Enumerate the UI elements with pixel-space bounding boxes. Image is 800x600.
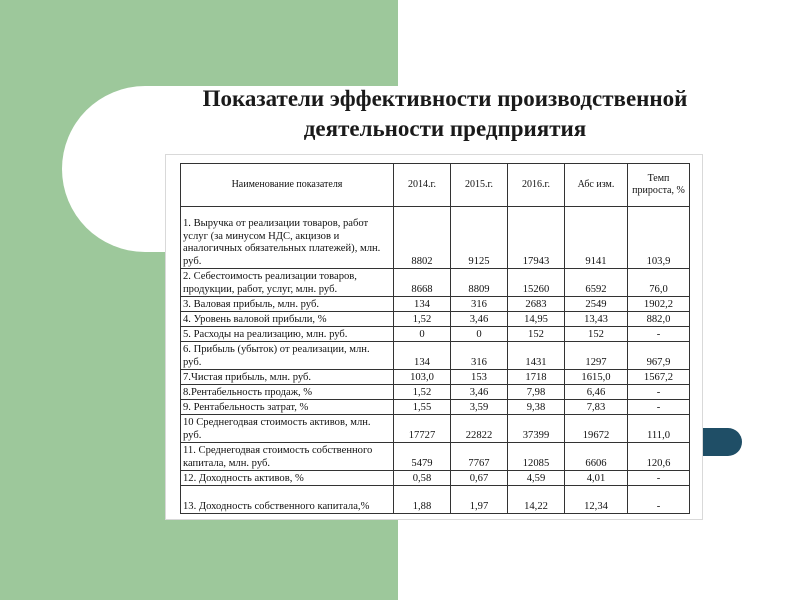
table-row: [181, 385, 690, 400]
value-cell: 8668: [394, 269, 451, 297]
value-cell: 882,0: [628, 312, 690, 327]
header-cell: 2016.г.: [508, 164, 565, 207]
value-cell: 1,88: [394, 486, 451, 514]
header-cell: 2015.г.: [451, 164, 508, 207]
value-cell: 12,34: [565, 486, 628, 514]
value-cell: 7,83: [565, 400, 628, 415]
value-cell: 0: [394, 327, 451, 342]
table-row: [181, 443, 690, 471]
table-row: [181, 486, 690, 514]
indicator-name-cell: 3. Валовая прибыль, млн. руб.: [181, 297, 394, 312]
header-cell: Наименование показателя: [181, 164, 394, 207]
header-cell: Абс изм.: [565, 164, 628, 207]
indicator-name-cell: 4. Уровень валовой прибыли, %: [181, 312, 394, 327]
indicator-name-cell: 11. Среднегодвая стоимость собственного капитала, млн. руб.: [181, 443, 394, 471]
header-cell: Темп прироста, %: [628, 164, 690, 207]
value-cell: 5479: [394, 443, 451, 471]
table-row: [181, 269, 690, 297]
value-cell: 4,01: [565, 471, 628, 486]
value-cell: 7767: [451, 443, 508, 471]
indicator-name-cell: 7.Чистая прибыль, млн. руб.: [181, 370, 394, 385]
value-cell: 14,95: [508, 312, 565, 327]
value-cell: -: [628, 327, 690, 342]
value-cell: 13,43: [565, 312, 628, 327]
value-cell: 8802: [394, 207, 451, 269]
value-cell: 3,59: [451, 400, 508, 415]
value-cell: 1902,2: [628, 297, 690, 312]
table-image-frame: [166, 155, 702, 519]
value-cell: 967,9: [628, 342, 690, 370]
value-cell: 76,0: [628, 269, 690, 297]
value-cell: 17727: [394, 415, 451, 443]
value-cell: 0,58: [394, 471, 451, 486]
table-row: [181, 297, 690, 312]
slide-title-line-2: деятельности предприятия: [303, 116, 587, 141]
slide-title-line-1: Показатели эффективности производственной: [202, 86, 688, 111]
value-cell: 103,0: [394, 370, 451, 385]
value-cell: 3,46: [451, 312, 508, 327]
value-cell: 2683: [508, 297, 565, 312]
value-cell: 1615,0: [565, 370, 628, 385]
value-cell: 316: [451, 297, 508, 312]
value-cell: 152: [508, 327, 565, 342]
value-cell: -: [628, 486, 690, 514]
value-cell: 134: [394, 297, 451, 312]
value-cell: 0: [451, 327, 508, 342]
value-cell: 7,98: [508, 385, 565, 400]
value-cell: 22822: [451, 415, 508, 443]
value-cell: 37399: [508, 415, 565, 443]
value-cell: 6606: [565, 443, 628, 471]
value-cell: -: [628, 400, 690, 415]
table-row: [181, 342, 690, 370]
value-cell: 17943: [508, 207, 565, 269]
slide-title: [150, 84, 740, 144]
value-cell: 134: [394, 342, 451, 370]
value-cell: 1567,2: [628, 370, 690, 385]
value-cell: 0,67: [451, 471, 508, 486]
table-row: [181, 400, 690, 415]
value-cell: 152: [565, 327, 628, 342]
value-cell: -: [628, 385, 690, 400]
value-cell: 15260: [508, 269, 565, 297]
indicators-table: [180, 163, 690, 514]
indicator-name-cell: 10 Среднегодвая стоимость активов, млн. руб.: [181, 415, 394, 443]
value-cell: 120,6: [628, 443, 690, 471]
value-cell: -: [628, 471, 690, 486]
header-cell: 2014.г.: [394, 164, 451, 207]
value-cell: 12085: [508, 443, 565, 471]
value-cell: 14,22: [508, 486, 565, 514]
indicator-name-cell: 1. Выручка от реализации товаров, работ услуг (за минусом НДС, акцизов и аналогичных обязательных платежей), млн. руб.: [181, 207, 394, 269]
value-cell: 9,38: [508, 400, 565, 415]
value-cell: 19672: [565, 415, 628, 443]
indicator-name-cell: 9. Рентабельность затрат, %: [181, 400, 394, 415]
value-cell: 1431: [508, 342, 565, 370]
value-cell: 1,55: [394, 400, 451, 415]
value-cell: 2549: [565, 297, 628, 312]
table-row: [181, 327, 690, 342]
indicator-name-cell: 12. Доходность активов, %: [181, 471, 394, 486]
value-cell: 3,46: [451, 385, 508, 400]
value-cell: 153: [451, 370, 508, 385]
table-row: [181, 370, 690, 385]
value-cell: 8809: [451, 269, 508, 297]
value-cell: 111,0: [628, 415, 690, 443]
value-cell: 1297: [565, 342, 628, 370]
value-cell: 9141: [565, 207, 628, 269]
indicator-name-cell: 2. Себестоимость реализации товаров, продукции, работ, услуг, млн. руб.: [181, 269, 394, 297]
indicator-name-cell: 13. Доходность собственного капитала,%: [181, 486, 394, 514]
table-row: [181, 415, 690, 443]
indicator-name-cell: 6. Прибыль (убыток) от реализации, млн. руб.: [181, 342, 394, 370]
table-row: [181, 207, 690, 269]
table-row: [181, 312, 690, 327]
value-cell: 6,46: [565, 385, 628, 400]
value-cell: 1,52: [394, 385, 451, 400]
value-cell: 103,9: [628, 207, 690, 269]
indicator-name-cell: 8.Рентабельность продаж, %: [181, 385, 394, 400]
value-cell: 1,97: [451, 486, 508, 514]
value-cell: 1,52: [394, 312, 451, 327]
value-cell: 316: [451, 342, 508, 370]
indicator-name-cell: 5. Расходы на реализацию, млн. руб.: [181, 327, 394, 342]
value-cell: 1718: [508, 370, 565, 385]
value-cell: 6592: [565, 269, 628, 297]
value-cell: 9125: [451, 207, 508, 269]
value-cell: 4,59: [508, 471, 565, 486]
table-row: [181, 471, 690, 486]
table-header-row: [181, 164, 690, 207]
